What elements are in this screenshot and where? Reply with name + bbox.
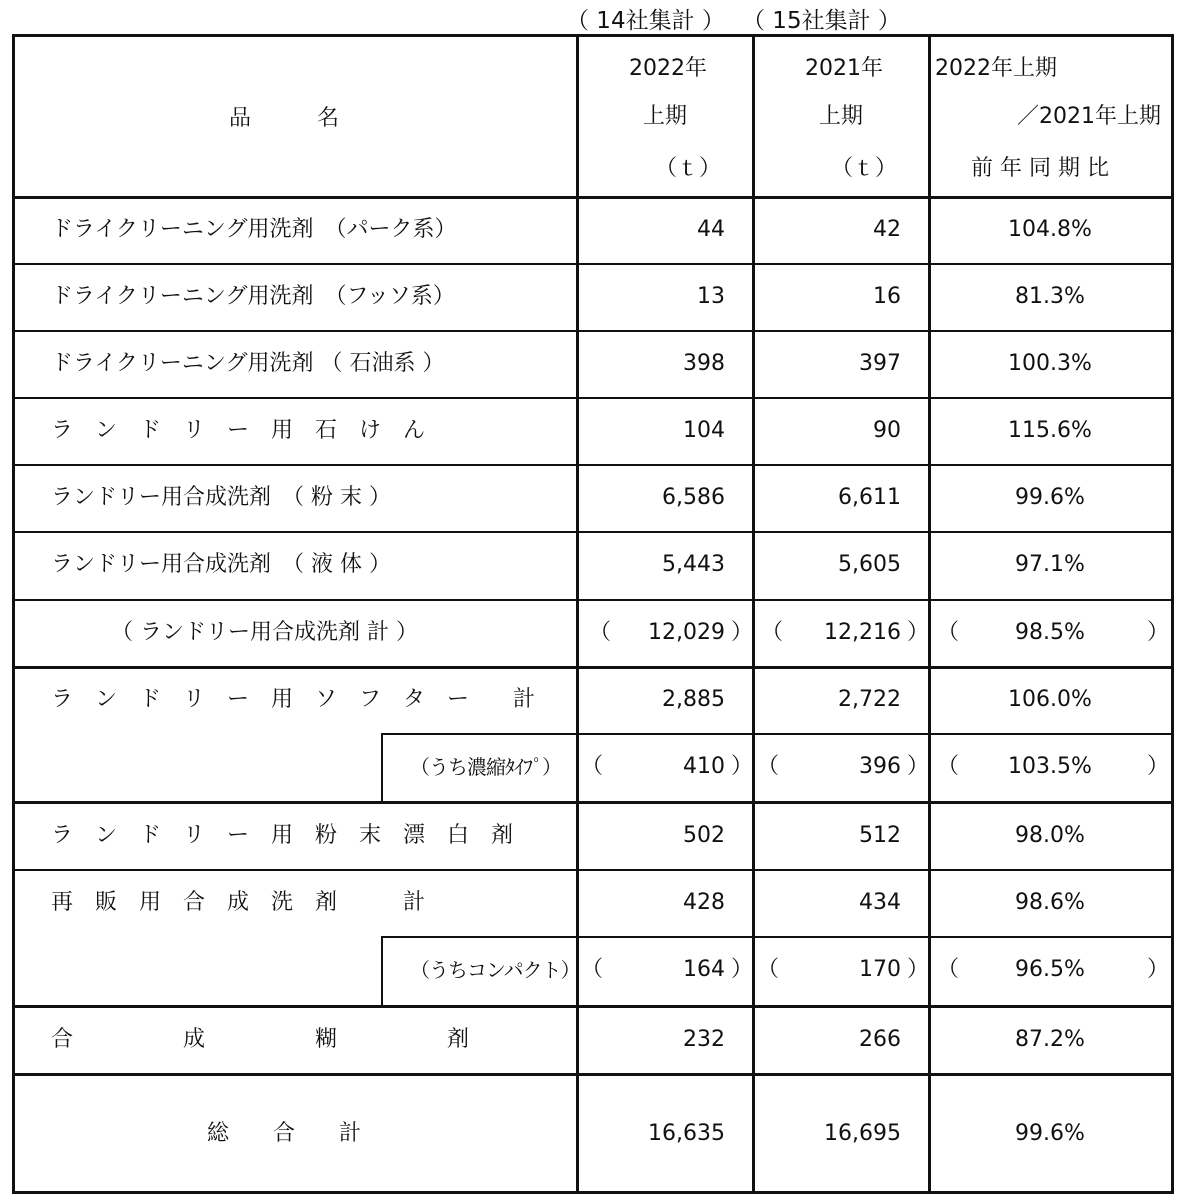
value-ratio: 98.5% bbox=[1015, 620, 1085, 645]
row-label: （ ランドリー用合成洗剤 計 ） bbox=[111, 620, 418, 645]
paren-open: （ bbox=[589, 620, 612, 645]
header-2021-year: 2021年 bbox=[805, 56, 883, 81]
paren-close: ） bbox=[907, 957, 930, 982]
value-2021: 512 bbox=[859, 823, 901, 848]
value-2022: 502 bbox=[683, 823, 725, 848]
total-label: 総 合 計 bbox=[207, 1121, 362, 1146]
row-label: ドライクリーニング用洗剤 （ 石油系 ） bbox=[51, 351, 445, 376]
value-2021: 90 bbox=[873, 418, 901, 443]
value-2022: 44 bbox=[697, 217, 725, 242]
note-2022-companies: （ 14社集計 ） bbox=[566, 8, 725, 34]
value-2022: 104 bbox=[683, 418, 725, 443]
value-ratio: 99.6% bbox=[1015, 485, 1085, 510]
paren-open: （ bbox=[757, 957, 780, 982]
value-2021: 434 bbox=[859, 890, 901, 915]
value-ratio: 106.0% bbox=[1008, 687, 1092, 712]
paren-open: （ bbox=[937, 957, 960, 982]
value-2021: 266 bbox=[859, 1027, 901, 1052]
value-2021: 16 bbox=[873, 284, 901, 309]
paren-close: ） bbox=[907, 620, 930, 645]
row-label: ランドリー用合成洗剤 （ 液 体 ） bbox=[51, 552, 391, 577]
paren-close: ） bbox=[1147, 957, 1170, 982]
paren-open: （ bbox=[937, 754, 960, 779]
sub-col-divider bbox=[381, 936, 383, 1005]
row-label: 再 販 用 合 成 洗 剤 計 bbox=[51, 890, 426, 915]
value-ratio: 81.3% bbox=[1015, 284, 1085, 309]
row-label: ドライクリーニング用洗剤 （パーク系） bbox=[51, 217, 457, 242]
col-divider-1 bbox=[576, 37, 579, 1191]
value-2021: 6,611 bbox=[838, 485, 901, 510]
paren-open: （ bbox=[761, 620, 784, 645]
value-2022: 232 bbox=[683, 1027, 725, 1052]
total-2022: 16,635 bbox=[648, 1121, 725, 1146]
value-2021: 42 bbox=[873, 217, 901, 242]
header-2022-half: 上期 bbox=[643, 104, 688, 129]
value-2022: 6,586 bbox=[662, 485, 725, 510]
value-2021: 170 bbox=[859, 957, 901, 982]
header-2021-half: 上期 bbox=[819, 104, 864, 129]
value-2022: 428 bbox=[683, 890, 725, 915]
paren-close: ） bbox=[907, 754, 930, 779]
value-2021: 5,605 bbox=[838, 552, 901, 577]
paren-open: （ bbox=[581, 754, 604, 779]
paren-open: （ bbox=[581, 957, 604, 982]
value-ratio: 98.6% bbox=[1015, 890, 1085, 915]
paren-open: （ bbox=[757, 754, 780, 779]
value-2022: 5,443 bbox=[662, 552, 725, 577]
sub-row-label: （うち濃縮ﾀｲﾌﾟ） bbox=[410, 755, 561, 779]
header-item: 品 名 bbox=[229, 106, 340, 131]
sub-col-divider bbox=[381, 733, 383, 801]
header-2021-unit: （ｔ） bbox=[831, 156, 898, 181]
value-ratio: 115.6% bbox=[1008, 418, 1092, 443]
value-ratio: 87.2% bbox=[1015, 1027, 1085, 1052]
header-2022-unit: （ｔ） bbox=[655, 156, 722, 181]
value-2021: 396 bbox=[859, 754, 901, 779]
value-2022: 164 bbox=[683, 957, 725, 982]
value-2022: 13 bbox=[697, 284, 725, 309]
row-label: ラ ン ド リ ー 用 石 け ん bbox=[51, 418, 426, 443]
total-ratio: 99.6% bbox=[1015, 1121, 1085, 1146]
value-ratio: 98.0% bbox=[1015, 823, 1085, 848]
value-2021: 397 bbox=[859, 351, 901, 376]
paren-close: ） bbox=[1147, 754, 1170, 779]
header-ratio-line1: 2022年上期 bbox=[935, 56, 1057, 81]
paren-close: ） bbox=[731, 620, 754, 645]
total-divider bbox=[15, 1073, 1171, 1076]
value-2022: 12,029 bbox=[648, 620, 725, 645]
value-2022: 398 bbox=[683, 351, 725, 376]
value-ratio: 104.8% bbox=[1008, 217, 1092, 242]
paren-close: ） bbox=[731, 754, 754, 779]
paren-open: （ bbox=[937, 620, 960, 645]
header-ratio-line2: ／2021年上期 bbox=[1017, 104, 1161, 129]
total-2021: 16,695 bbox=[824, 1121, 901, 1146]
row-label: ランドリー用合成洗剤 （ 粉 末 ） bbox=[51, 485, 391, 510]
row-label: ラ ン ド リ ー 用 ソ フ タ ー 計 bbox=[51, 687, 536, 712]
header-2022-year: 2022年 bbox=[629, 56, 707, 81]
row-label: ラ ン ド リ ー 用 粉 末 漂 白 剤 bbox=[51, 823, 514, 848]
row-label: 合 成 糊 剤 bbox=[51, 1027, 470, 1052]
row-label: ドライクリーニング用洗剤 （フッソ系） bbox=[51, 284, 455, 309]
header-ratio-line3: 前 年 同 期 比 bbox=[971, 156, 1109, 181]
value-2021: 2,722 bbox=[838, 687, 901, 712]
value-ratio: 100.3% bbox=[1008, 351, 1092, 376]
paren-close: ） bbox=[731, 957, 754, 982]
note-2021-companies: （ 15社集計 ） bbox=[742, 8, 901, 34]
paren-close: ） bbox=[1147, 620, 1170, 645]
sub-row-label: （うちコンパクト） bbox=[410, 958, 580, 982]
value-2021: 12,216 bbox=[824, 620, 901, 645]
value-2022: 410 bbox=[683, 754, 725, 779]
detergent-table bbox=[12, 34, 1174, 1194]
value-2022: 2,885 bbox=[662, 687, 725, 712]
value-ratio: 96.5% bbox=[1015, 957, 1085, 982]
value-ratio: 97.1% bbox=[1015, 552, 1085, 577]
value-ratio: 103.5% bbox=[1008, 754, 1092, 779]
